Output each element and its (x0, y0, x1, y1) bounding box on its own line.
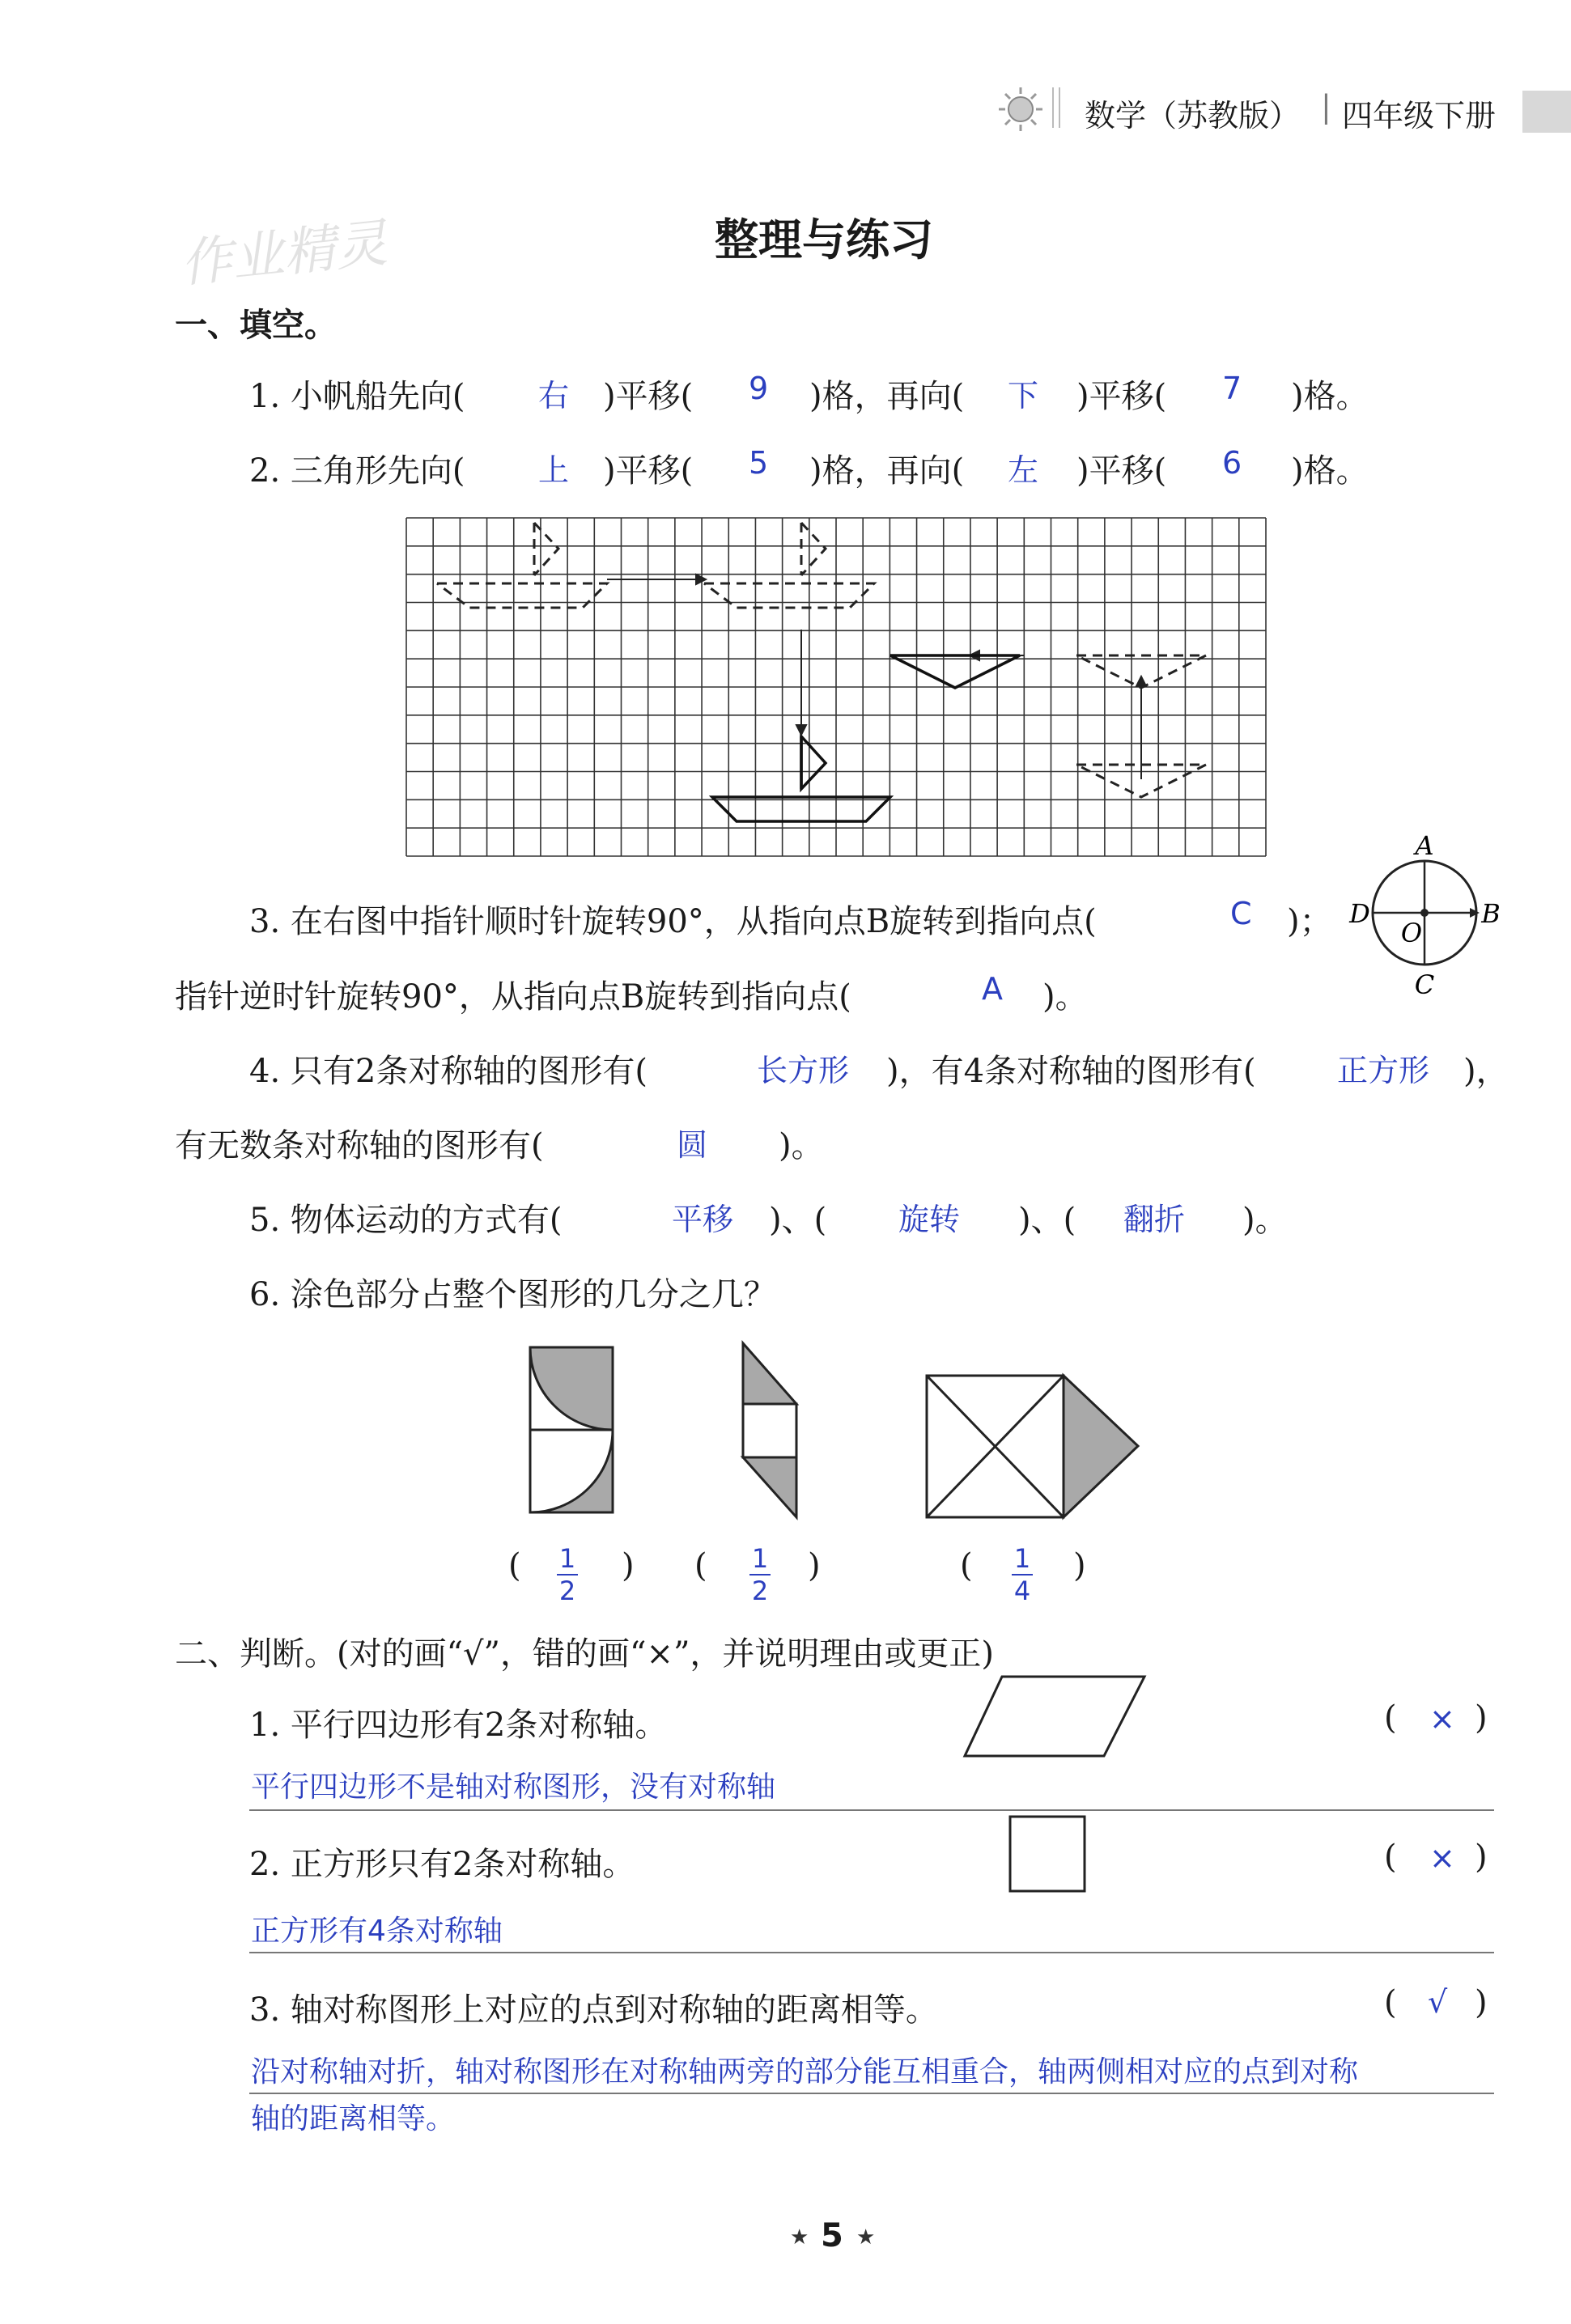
q3-text-post2: )。 (1042, 978, 1088, 1016)
q6-paren-open-3: ( (960, 1547, 973, 1584)
q6-paren-close-1: ) (622, 1547, 635, 1584)
sun-logo-icon (996, 84, 1046, 134)
q2-text-2: )格，再向( (809, 452, 965, 490)
q6-text: 6. 涂色部分占整个图形的几分之几？ (249, 1276, 776, 1313)
sailboat-final (712, 736, 890, 821)
q5-text-1: )、( (769, 1202, 827, 1239)
shade-figure-3 (923, 1372, 1141, 1525)
judge-3-paren-close: ) (1475, 1984, 1488, 2021)
watermark: 作业精灵 (177, 213, 390, 295)
q3-answer-1: C (1230, 896, 1252, 931)
footer-star-right: ★ (856, 2225, 876, 2250)
q1-text-pre: 1. 小帆船先向( (249, 378, 465, 415)
rotation-dial-figure (1344, 832, 1505, 1010)
q4-answer-1: 长方形 (757, 1053, 850, 1088)
header-tab (1522, 91, 1571, 133)
judge-3-paren-open: ( (1384, 1984, 1397, 2021)
judge-3-question: 3. 轴对称图形上对应的点到对称轴的距离相等。 (249, 1991, 938, 2029)
q5-text-2: )、( (1018, 1202, 1076, 1239)
answer-line-1 (249, 1809, 1494, 1811)
shade-figure-1 (526, 1343, 619, 1521)
judge-1-explanation: 平行四边形不是轴对称图形，没有对称轴 (251, 1771, 776, 1804)
q1-text-4: )格。 (1291, 378, 1369, 415)
q5-text-pre: 5. 物体运动的方式有( (249, 1202, 563, 1239)
q2-text-4: )格。 (1291, 452, 1369, 490)
q4-answer-2: 正方形 (1337, 1053, 1430, 1088)
q1-text-2: )格，再向( (809, 378, 965, 415)
judge-1-mark: × (1429, 1701, 1455, 1737)
dial-label-o: O (1400, 918, 1423, 948)
judge-1-paren-open: ( (1384, 1699, 1397, 1737)
translation-grid-figure (405, 516, 1269, 859)
judge-2-explanation: 正方形有4条对称轴 (251, 1915, 503, 1948)
q2-answer-4: 6 (1222, 445, 1242, 481)
q2-text-3: )平移( (1076, 452, 1167, 490)
q6-answer-2-den: 2 (751, 1575, 769, 1606)
q6-answer-2 (749, 1543, 771, 1606)
judge-2-paren-open: ( (1384, 1838, 1397, 1876)
dial-label-b: B (1481, 898, 1501, 929)
q6-answer-3 (1012, 1543, 1033, 1606)
judge-3-explanation: 沿对称轴对折，轴对称图形在对称轴两旁的部分能互相重合，轴两侧相对应的点到对称 (251, 2055, 1359, 2089)
q3-text-line2: 指针逆时针旋转90°，从指向点B旋转到指向点( (175, 978, 851, 1016)
section2-heading: 二、判断。(对的画“√”，错的画“×”，并说明理由或更正) (175, 1635, 995, 1673)
q5-answer-3: 翻折 (1123, 1202, 1186, 1237)
triangle-final (890, 655, 1020, 688)
header-grade: 四年级下册 (1342, 98, 1497, 134)
q2-answer-3: 左 (1008, 452, 1039, 488)
header-rule (1052, 87, 1060, 128)
q6-paren-close-3: ) (1073, 1547, 1086, 1584)
judge-2-question: 2. 正方形只有2条对称轴。 (249, 1846, 635, 1883)
q3-text-line1: 3. 在右图中指针顺时针旋转90°，从指向点B旋转到指向点( (249, 903, 1097, 940)
q6-answer-3-den: 4 (1013, 1575, 1031, 1606)
sailboat-shifted (704, 523, 874, 608)
q6-answer-1-num: 1 (558, 1543, 576, 1574)
dial-label-c: C (1414, 969, 1435, 1000)
q1-answer-1: 右 (538, 378, 570, 413)
q4-text-line1: 4. 只有2条对称轴的图形有( (249, 1053, 648, 1090)
q2-answer-2: 5 (749, 445, 769, 481)
shade-figure-2 (737, 1339, 809, 1525)
sailboat-original (437, 523, 607, 608)
page-number: 5 (821, 2217, 843, 2254)
dial-label-a: A (1415, 832, 1434, 861)
q4-text-post1: )， (1463, 1053, 1509, 1090)
q6-paren-open-1: ( (508, 1547, 521, 1584)
q3-text-post1: )； (1287, 903, 1332, 940)
answer-line-2 (249, 1952, 1494, 1953)
header-separator: | (1321, 89, 1331, 125)
q5-answer-2: 旋转 (898, 1202, 961, 1237)
q2-text-1: )平移( (603, 452, 694, 490)
q2-answer-1: 上 (538, 452, 570, 488)
q6-paren-open-2: ( (694, 1547, 707, 1584)
q1-answer-4: 7 (1222, 371, 1242, 406)
q1-text-1: )平移( (603, 378, 694, 415)
judge-1-question: 1. 平行四边形有2条对称轴。 (249, 1707, 668, 1744)
q4-text-post2: )。 (779, 1127, 824, 1164)
judge-1-paren-close: ) (1475, 1699, 1488, 1737)
q1-text-3: )平移( (1076, 378, 1167, 415)
q2-text-pre: 2. 三角形先向( (249, 452, 465, 490)
q6-answer-2-num: 1 (751, 1543, 769, 1574)
q3-answer-2: A (982, 971, 1003, 1007)
q4-text-mid: )，有4条对称轴的图形有( (886, 1053, 1256, 1090)
square-figure (1008, 1814, 1089, 1895)
judge-3-mark: √ (1428, 1984, 1448, 2020)
page-title: 整理与练习 (715, 214, 933, 265)
q1-answer-3: 下 (1008, 378, 1039, 413)
q1-answer-2: 9 (749, 371, 769, 406)
parallelogram-figure (962, 1673, 1148, 1759)
judge-2-paren-close: ) (1475, 1838, 1488, 1876)
q6-paren-close-2: ) (808, 1547, 821, 1584)
dial-label-d: D (1349, 898, 1370, 929)
section1-heading: 一、填空。 (175, 306, 337, 344)
answer-line-3 (249, 2093, 1494, 2094)
judge-2-mark: × (1429, 1840, 1455, 1876)
q6-answer-1 (557, 1543, 578, 1606)
move-arrows (607, 575, 1146, 779)
judge-3-explanation-2: 轴的距离相等。 (251, 2102, 456, 2135)
q6-answer-3-num: 1 (1013, 1543, 1031, 1574)
q6-answer-1-den: 2 (558, 1575, 576, 1606)
q4-answer-3: 圆 (677, 1127, 708, 1163)
q5-answer-1: 平移 (672, 1202, 734, 1237)
q5-text-3: )。 (1242, 1202, 1288, 1239)
header-subject: 数学（苏教版） (1085, 98, 1301, 134)
footer-star-left: ★ (790, 2225, 809, 2250)
q4-text-line2: 有无数条对称轴的图形有( (175, 1127, 544, 1164)
